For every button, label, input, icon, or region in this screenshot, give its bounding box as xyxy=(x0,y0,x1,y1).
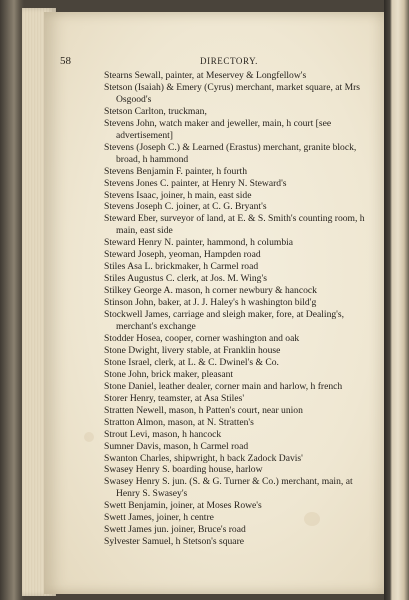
directory-entry: Stevens (Joseph C.) & Learned (Erastus) merchant, granite block, broad, h hammond xyxy=(104,141,357,165)
directory-entry: Sumner Davis, mason, h Carmel road xyxy=(104,440,249,452)
directory-entry: Stevens Isaac, joiner, h main, east side xyxy=(104,189,252,201)
directory-entry: Stockwell James, carriage and sleigh maker, fore, at Dealing's, merchant's exchange xyxy=(104,309,345,333)
directory-entries xyxy=(104,70,366,548)
directory-entry: Swett James, joiner, h centre xyxy=(104,512,214,524)
directory-entry: Stevens Joseph C. joiner, at C. G. Bryant's xyxy=(104,201,267,213)
directory-entry: Stone John, brick maker, pleasant xyxy=(104,368,234,380)
directory-entry: Stevens Jones C. painter, at Henry N. Steward's xyxy=(104,177,287,189)
directory-entry: Stone Dwight, livery stable, at Franklin house xyxy=(104,344,281,356)
directory-entry: Stratten Newell, mason, h Patten's court, near union xyxy=(104,404,303,416)
directory-entry: Stetson Carlton, truckman, xyxy=(104,105,207,117)
next-page-edge xyxy=(384,0,409,600)
directory-entry: Storer Henry, teamster, at Asa Stiles' xyxy=(104,392,245,404)
directory-entry: Stodder Hosea, cooper, corner washington and oak xyxy=(104,332,300,344)
directory-entry: Stinson John, baker, at J. J. Haley's h washington bild'g xyxy=(104,297,317,309)
directory-entry: Stiles Augustus C. clerk, at Jos. M. Wing's xyxy=(104,273,267,285)
directory-entry: Stetson (Isaiah) & Emery (Cyrus) merchant, market square, at Mrs Osgood's xyxy=(104,81,361,105)
directory-entry: Stearns Sewall, painter, at Meservey & Longfellow's xyxy=(104,70,307,81)
directory-entry: Stratton Almon, mason, at N. Stratten's xyxy=(104,416,254,428)
directory-entry: Stevens Benjamin F. painter, h fourth xyxy=(104,165,247,177)
directory-entry: Stiles Asa L. brickmaker, h Carmel road xyxy=(104,261,259,273)
directory-entry: Stone Daniel, leather dealer, corner main and harlow, h french xyxy=(104,380,343,392)
directory-entry: Swett James jun. joiner, Bruce's road xyxy=(104,524,246,536)
directory-entry: Stone Israel, clerk, at L. & C. Dwinel's & Co. xyxy=(104,356,279,368)
directory-entry: Steward Henry N. painter, hammond, h columbia xyxy=(104,237,294,249)
directory-entry: Strout Levi, mason, h hancock xyxy=(104,428,222,440)
directory-entry: Stevens John, watch maker and jeweller, main, h court [see advertisement] xyxy=(104,117,332,141)
directory-entry: Steward Eber, surveyor of land, at E. & S. Smith's counting room, h main, east side xyxy=(104,213,365,237)
directory-entry: Sylvester Samuel, h Stetson's square xyxy=(104,536,245,548)
page-number: 58 xyxy=(60,55,71,67)
directory-entry: Steward Joseph, yeoman, Hampden road xyxy=(104,249,261,261)
directory-entry: Swasey Henry S. boarding house, harlow xyxy=(104,464,263,476)
running-head: DIRECTORY. xyxy=(200,56,258,66)
directory-entry: Swett Benjamin, joiner, at Moses Rowe's xyxy=(104,500,262,512)
directory-entry: Stilkey George A. mason, h corner newbury & hancock xyxy=(104,285,317,297)
paper-stain xyxy=(84,432,94,442)
directory-entry: Swanton Charles, shipwright, h back Zadock Davis' xyxy=(104,452,303,464)
directory-entry: Swasey Henry S. jun. (S. & G. Turner & Co.) merchant, main, at Henry S. Swasey's xyxy=(104,476,353,500)
